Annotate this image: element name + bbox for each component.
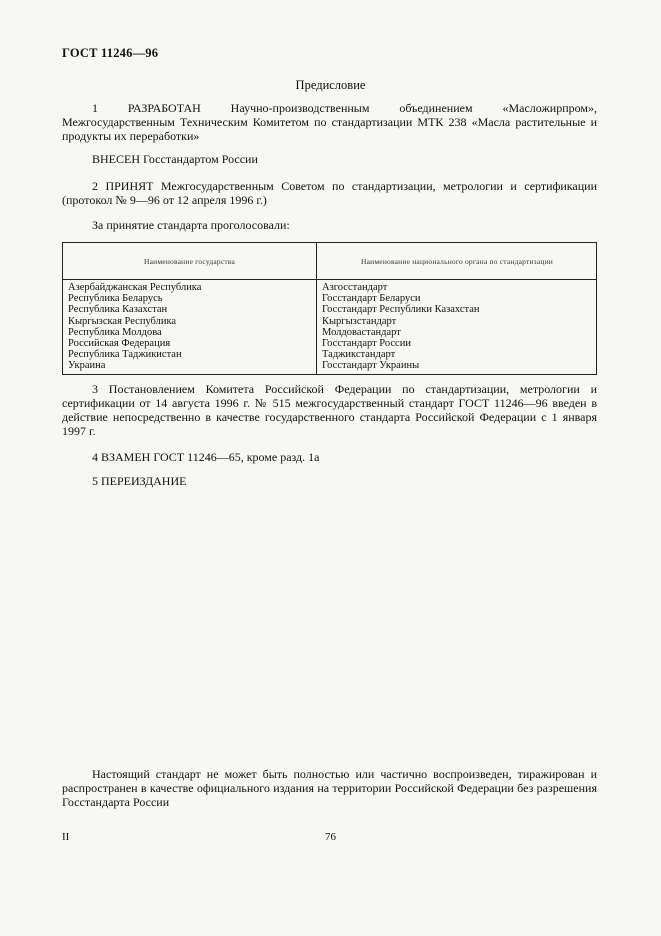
- table-header-state: Наименование государства: [143, 256, 235, 266]
- table-cell-state: Кыргызская Республика: [68, 315, 177, 327]
- table-cell-state: Республика Таджикистан: [68, 349, 182, 361]
- document-code: ГОСТ 11246—96: [62, 46, 159, 60]
- paragraph-reissue: 5 ПЕРЕИЗДАНИЕ: [92, 474, 187, 488]
- table-cell-national-body: Госстандарт Республики Казахстан: [322, 304, 480, 316]
- table-cell-national-body: Госстандарт России: [322, 338, 411, 350]
- paragraph-resolution: 3 Постановлением Комитета Российской Федерации по стандартизации, метрологии и сертификации от 14 августа 1996 г. № 515 межгосударственный стандарт ГОСТ 11246—96 введен в действие непосредственно в качестве государственного стандарта Российской Федерации с 1 января 1997 г.: [62, 382, 597, 438]
- paragraph-introduced-by: ВНЕСЕН Госстандартом России: [92, 152, 258, 166]
- table-cell-state: Республика Беларусь: [68, 293, 163, 305]
- paragraph-replaces: 4 ВЗАМЕН ГОСТ 11246—65, кроме разд. 1а: [92, 450, 320, 464]
- table-cell-national-body: Госстандарт Украины: [322, 360, 420, 372]
- table-cell-national-body: Молдовастандарт: [322, 326, 401, 338]
- paragraph-adopted-by: 2 ПРИНЯТ Межгосударственным Советом по стандартизации, метрологии и сертификации (протокол № 9—96 от 12 апреля 1996 г.): [62, 179, 597, 207]
- paragraph-copyright-notice: Настоящий стандарт не может быть полностью или частично воспроизведен, тиражирован и распространен в качестве официального издания на территории Российской Федерации без разрешения Госстандарта России: [62, 767, 597, 809]
- table-cell-state: Республика Молдова: [68, 326, 162, 338]
- table-cell-national-body: Таджикстандарт: [322, 349, 396, 361]
- table-cell-national-body: Азгосстандарт: [322, 282, 388, 293]
- table-cell-state: Республика Казахстан: [68, 304, 168, 316]
- table-cell-national-body: Кыргызстандарт: [322, 315, 397, 327]
- national-body-list: [322, 282, 480, 372]
- table-cell-state: Российская Федерация: [68, 338, 171, 350]
- paragraph-voted-intro: За принятие стандарта проголосовали:: [92, 218, 290, 232]
- table-header-national-body: Наименование национального органа по стандартизации: [361, 256, 553, 266]
- table-header-divider: [63, 279, 596, 280]
- section-title: Предисловие: [295, 78, 366, 92]
- paragraph-developed-by: 1 РАЗРАБОТАН Научно-производственным объединением «Масложирпром», Межгосударственным Техническим Комитетом по стандартизации МТК 238 «Масла растительные и продукты их переработки»: [62, 101, 597, 143]
- roman-page-number: II: [62, 831, 70, 843]
- state-list: [68, 282, 201, 372]
- page-number: 76: [325, 831, 336, 843]
- table-cell-state: Азербайджанская Республика: [68, 282, 202, 293]
- table-cell-national-body: Госстандарт Беларуси: [322, 293, 421, 305]
- voting-table: [62, 242, 597, 375]
- table-cell-state: Украина: [68, 360, 106, 372]
